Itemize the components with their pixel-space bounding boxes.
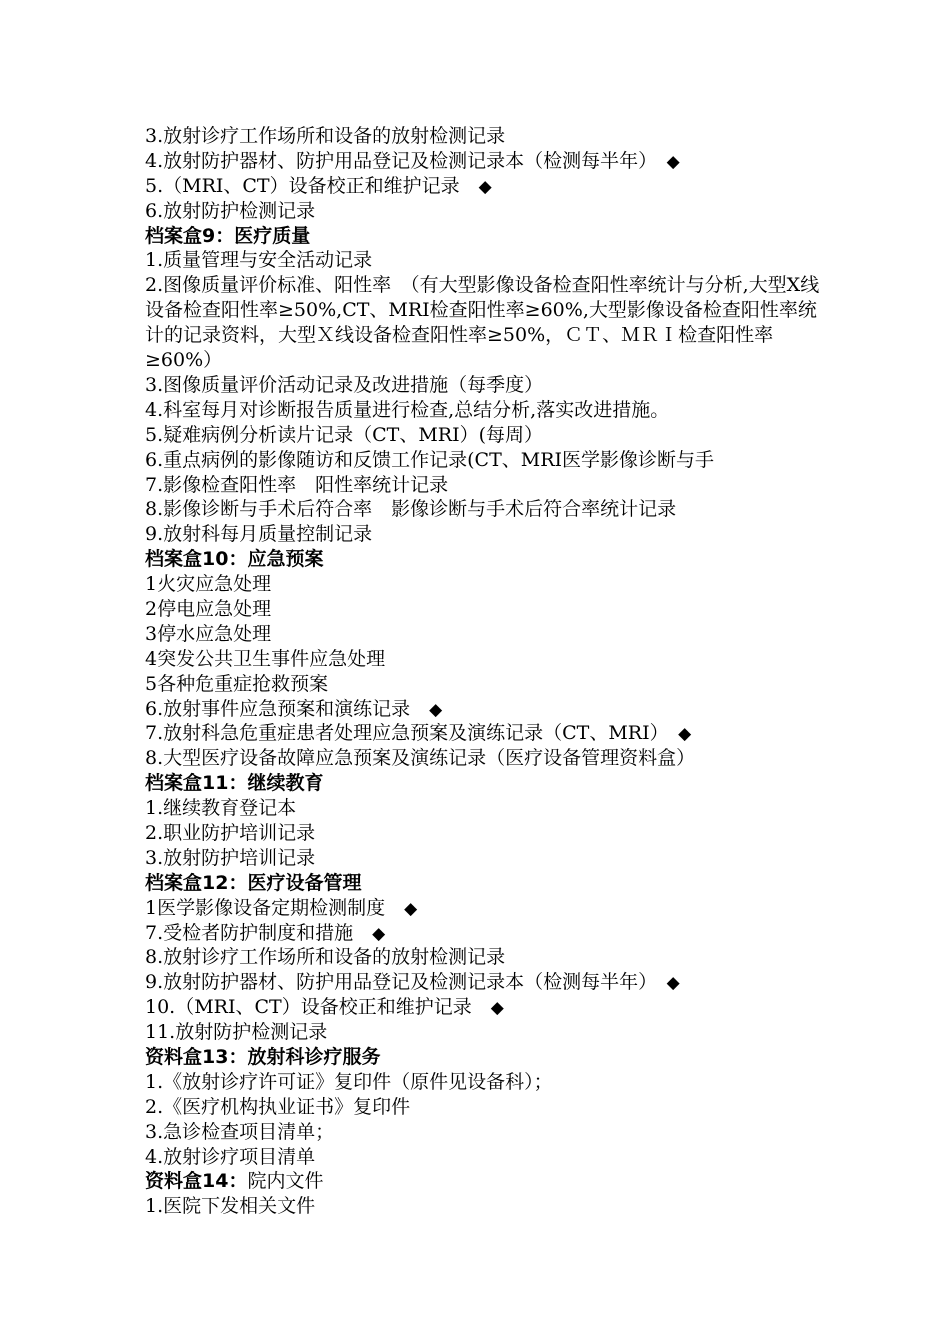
list-item: 6.放射事件应急预案和演练记录 ◆: [145, 697, 443, 720]
list-item: 7.放射科急危重症患者处理应急预案及演练记录（CT、MRI） ◆: [145, 722, 692, 745]
list-item: 5.疑难病例分析读片记录（CT、MRI）(每周）: [145, 423, 544, 446]
list-item: 1火灾应急处理: [145, 573, 272, 596]
document-page: [145, 124, 825, 1219]
list-item: 3.急诊检查项目清单；: [145, 1120, 335, 1143]
list-item: 1.医院下发相关文件: [145, 1195, 316, 1218]
list-item: 2停电应急处理: [145, 597, 272, 620]
section-heading: 档案盒12：医疗设备管理: [145, 871, 362, 894]
list-item: 4.放射防护器材、防护用品登记及检测记录本（检测每半年） ◆: [145, 149, 680, 172]
list-item: 5各种危重症抢救预案: [145, 672, 329, 695]
list-item: 3.放射诊疗工作场所和设备的放射检测记录: [145, 125, 506, 147]
list-item: 8.影像诊断与手术后符合率 影像诊断与手术后符合率统计记录: [145, 498, 677, 521]
list-item: 1医学影像设备定期检测制度 ◆: [145, 896, 418, 919]
list-item: 11.放射防护检测记录: [145, 1021, 328, 1044]
list-item: 7.受检者防护制度和措施 ◆: [145, 921, 386, 944]
diamond-icon: ◆: [666, 151, 680, 172]
list-item: 3.放射防护培训记录: [145, 846, 316, 869]
list-item: 2.职业防护培训记录: [145, 822, 316, 844]
diamond-icon: ◆: [429, 699, 443, 720]
list-item: 2.图像质量评价标准、阳性率 （有大型影像设备检查阳性率统计与分析,大型X线设备检查阳性率≥50%,CT、MRI检查阳性率≥60%,大型影像设备检查阳性率统计的记录资料，大型Ｘ线设备检查阳性率≥50%，ＣＴ、ＭＲＩ检查阳性率≥60%）: [145, 274, 820, 372]
diamond-icon: ◆: [372, 923, 386, 944]
list-item: 8.大型医疗设备故障应急预案及演练记录（医疗设备管理资料盒）: [145, 747, 696, 770]
section-heading: 资料盒13：放射科诊疗服务: [145, 1046, 381, 1069]
list-item: 8.放射诊疗工作场所和设备的放射检测记录: [145, 946, 506, 969]
list-item: 1.《放射诊疗许可证》复印件（原件见设备科）；: [145, 1070, 553, 1093]
list-item: 6.放射防护检测记录: [145, 199, 316, 222]
list-item: 4突发公共卫生事件应急处理: [145, 647, 386, 670]
diamond-icon: ◆: [490, 998, 504, 1019]
diamond-icon: ◆: [478, 176, 492, 197]
list-item: 3停水应急处理: [145, 622, 272, 645]
diamond-icon: ◆: [666, 973, 680, 994]
list-item: 9.放射防护器材、防护用品登记及检测记录本（检测每半年） ◆: [145, 971, 680, 994]
list-item: 10.（MRI、CT）设备校正和维护记录 ◆: [145, 996, 504, 1019]
section-heading: 资料盒14：院内文件: [145, 1170, 324, 1193]
list-item: 7.影像检查阳性率 阳性率统计记录: [145, 473, 449, 496]
list-item: 4.放射诊疗项目清单: [145, 1145, 316, 1168]
section-heading: 档案盒9：医疗质量: [145, 224, 311, 247]
list-item: 6.重点病例的影像随访和反馈工作记录(CT、MRI医学影像诊断与手: [145, 448, 715, 471]
list-item: 1.继续教育登记本: [145, 797, 297, 820]
diamond-icon: ◆: [678, 724, 692, 745]
list-item: 5.（MRI、CT）设备校正和维护记录 ◆: [145, 174, 492, 197]
list-item: 2.《医疗机构执业证书》复印件: [145, 1095, 411, 1118]
list-item: 1.质量管理与安全活动记录: [145, 249, 373, 272]
section-heading: 档案盒10：应急预案: [145, 548, 324, 571]
list-item: 9.放射科每月质量控制记录: [145, 523, 373, 546]
list-item: 4.科室每月对诊断报告质量进行检查,总结分析,落实改进措施。: [145, 398, 670, 421]
section-heading: 档案盒11：继续教育: [145, 772, 324, 795]
diamond-icon: ◆: [404, 898, 418, 919]
list-item: 3.图像质量评价活动记录及改进措施（每季度）: [145, 373, 544, 396]
